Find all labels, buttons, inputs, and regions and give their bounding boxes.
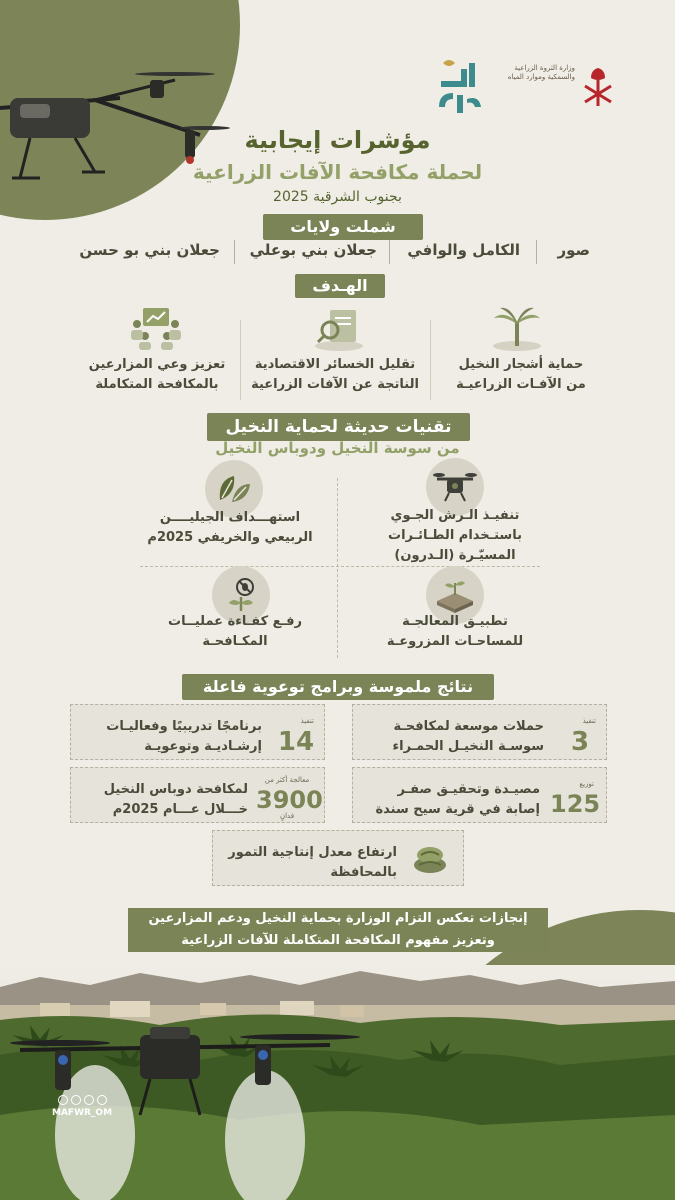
- tech-banner: تقنيات حديثة لحماية النخيل: [207, 413, 470, 441]
- instagram-icon[interactable]: [58, 1095, 68, 1105]
- tech-text-line: المسيّـرة (الـدرون): [394, 548, 516, 564]
- goal-text-line: الناتجة عن الآفات الزراعية: [251, 377, 419, 393]
- result-card-traps: [352, 767, 607, 823]
- result-number: 3: [570, 727, 590, 757]
- audience-presentation-icon: [125, 306, 187, 352]
- facebook-icon[interactable]: [71, 1095, 81, 1105]
- result-description: [375, 780, 540, 819]
- result-description: [392, 717, 544, 756]
- tech-text-line: للمساحـات المزروعـة: [386, 634, 524, 650]
- waath-logo: [435, 55, 485, 117]
- wilayat-item-sur: صور: [557, 241, 590, 259]
- result-text-line: برنامجًا تدريبيًا وفعاليـات: [106, 719, 262, 734]
- result-card-dates-productivity: [212, 830, 464, 886]
- divider: [389, 240, 390, 264]
- result-card-training: [70, 704, 325, 760]
- result-text-line: سوسـة النخيـل الحمـراء: [392, 738, 544, 754]
- tech-subtitle: من سوسة النخيل ودوباس النخيل: [215, 439, 460, 457]
- tech-item-aerial-spraying: [360, 506, 550, 566]
- result-text-line: ارتفاع معدل إنتاجية التمور: [228, 845, 397, 860]
- goal-text-line: تقليل الخسائر الاقتصادية: [254, 357, 416, 372]
- wilayat-item-jaalan-bani-bu-ali: جعلان بني بوعلي: [249, 241, 377, 259]
- logos: [435, 55, 615, 117]
- report-magnifier-icon: [308, 306, 370, 352]
- ministry-logo: [503, 64, 615, 108]
- goal-item-protect-palms: [436, 355, 606, 395]
- result-text-line: لمكافحة دوباس النخيل: [103, 782, 248, 797]
- tech-text-line: تنفيـذ الـرش الجـوي: [390, 508, 520, 523]
- tech-text-line: تطبيـق المعالجـة: [402, 614, 508, 629]
- x-icon[interactable]: [84, 1095, 94, 1105]
- result-description: [104, 780, 248, 819]
- tech-text-line: استهـــداف الجيليــــن: [159, 510, 301, 525]
- ministry-name: وزارة الثروة الزراعية والسمكية وموارد المياه: [507, 64, 575, 82]
- result-text-line: مصيـدة وتحقيـق صفـر: [397, 782, 540, 797]
- tech-text-line: الربيعي والخريفي 2025م: [147, 530, 313, 546]
- tech-text-line: رفـع كفـاءة عمليــات: [168, 614, 302, 629]
- result-number: 14: [277, 727, 315, 757]
- footer-statement-line1: إنجازات تعكس التزام الوزارة بحماية النخيل ودعم المزارعين: [128, 908, 548, 930]
- result-text-line: بالمحافظة: [330, 864, 397, 880]
- footer-statement-line2: وتعزيز مفهوم المكافحة المتكاملة للآفات الزراعية: [128, 930, 548, 952]
- result-number: 3900: [256, 786, 323, 814]
- goal-text-line: حماية أشجار النخيل: [458, 357, 584, 372]
- tech-text-line: المكـافحـة: [202, 634, 268, 650]
- result-label: تنفيذ: [300, 717, 314, 725]
- results-banner: نتائج ملموسة وبرامج توعوية فاعلة: [182, 674, 494, 700]
- wilayat-banner: شملت ولايات: [263, 214, 423, 240]
- result-label: توزيع: [579, 780, 594, 788]
- social-icons: [58, 1095, 107, 1105]
- dates-icon: [411, 841, 449, 877]
- result-unit: فدانٍ: [279, 812, 295, 820]
- goal-text-line: من الآفـات الزراعيـة: [456, 377, 586, 393]
- result-card-treatment: [70, 767, 325, 823]
- tech-item-raise-efficiency: [140, 612, 330, 652]
- divider: [337, 478, 338, 658]
- divider: [536, 240, 537, 264]
- result-number: 125: [550, 790, 601, 818]
- region-label: بجنوب الشرقية 2025: [273, 189, 402, 205]
- palm-landscape-photo: [0, 965, 675, 1200]
- result-text-line: خـــلال عـــام 2025م: [112, 801, 248, 817]
- result-description: [228, 843, 397, 882]
- page-title: مؤشرات إيجابية: [244, 126, 431, 154]
- tech-item-target-generations: [130, 508, 330, 548]
- page-subtitle: لحملة مكافحة الآفات الزراعية: [192, 160, 483, 184]
- result-text-line: إصابة في قرية سيح سندة: [375, 801, 540, 817]
- result-text-line: إرشـاديـة وتوعويـة: [144, 738, 262, 754]
- wilayat-item-kamil-wafi: الكامل والوافي: [407, 241, 520, 259]
- result-description: [106, 717, 262, 756]
- wilayat-item-jaalan-bani-bu-hassan: جعلان بني بو حسن: [79, 241, 220, 259]
- result-label: معالجة أكثر من: [264, 776, 310, 784]
- goal-item-reduce-losses: [250, 355, 420, 395]
- goal-text-line: بالمكافحة المتكاملة: [95, 377, 219, 393]
- youtube-icon[interactable]: [97, 1095, 107, 1105]
- goal-banner: الهـدف: [295, 274, 385, 298]
- goal-text-line: تعزيز وعي المزارعين: [88, 357, 226, 372]
- result-text-line: حملات موسعة لمكافحـة: [393, 719, 544, 734]
- tech-item-apply-treatment: [370, 612, 540, 652]
- goal-item-farmer-awareness: [72, 355, 242, 395]
- oman-emblem-icon: [581, 64, 615, 108]
- social-handle: MAFWR_OM: [52, 1108, 113, 1118]
- tech-text-line: باستـخدام الطـائـرات: [388, 528, 522, 544]
- divider: [234, 240, 235, 264]
- palm-tree-icon: [486, 306, 548, 352]
- result-card-campaigns: [352, 704, 607, 760]
- result-label: تنفيذ: [582, 717, 596, 725]
- divider: [430, 320, 431, 400]
